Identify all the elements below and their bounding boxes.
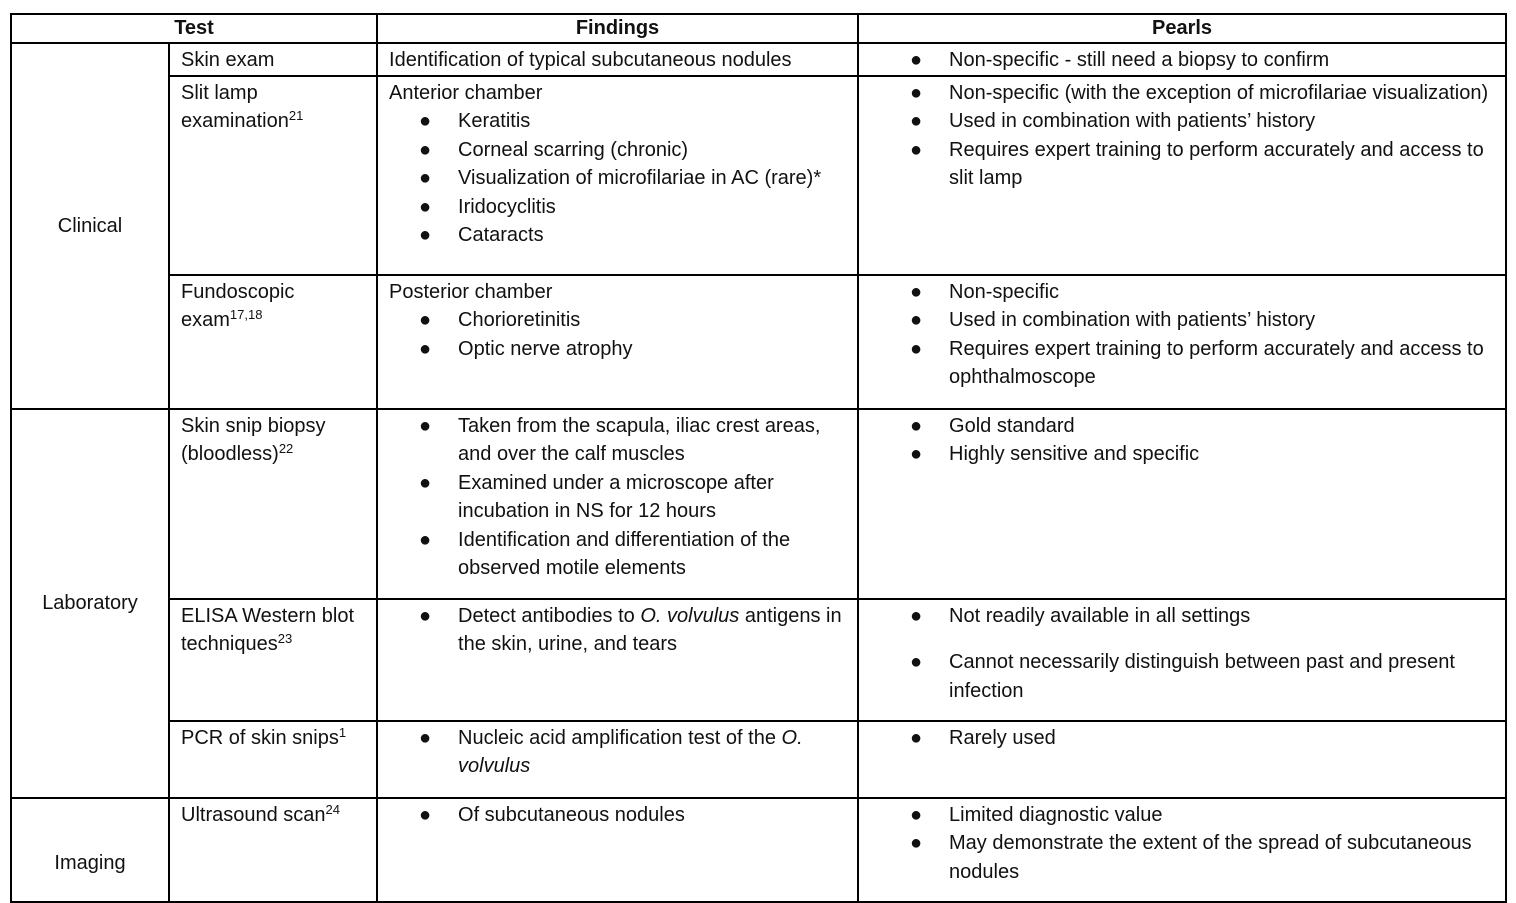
category-laboratory: Laboratory — [11, 409, 169, 798]
bullet-icon: ● — [910, 443, 923, 465]
diagnostic-tests-table — [10, 13, 1507, 903]
table-row — [11, 43, 1506, 76]
bullet-icon: ● — [419, 414, 432, 437]
pearl-item: ● Used in combination with patients’ history — [870, 107, 1505, 136]
finding-heading: Anterior chamber — [389, 81, 543, 104]
table-row — [11, 721, 1506, 798]
species-name: O. volvulus — [640, 604, 740, 627]
finding-item: ● Nucleic acid amplification test of the O. volvulus — [389, 724, 857, 781]
bullet-icon: ● — [419, 528, 432, 551]
bullet-icon: ● — [419, 337, 432, 360]
pearls-cell — [858, 599, 1506, 721]
bullet-icon: ● — [910, 651, 923, 673]
pearl-item: ● Non-specific - still need a biopsy to confirm — [870, 46, 1505, 75]
bullet-icon: ● — [419, 803, 432, 826]
bullet-icon: ● — [910, 832, 923, 854]
bullet-icon: ● — [910, 280, 923, 303]
pearls-cell — [858, 409, 1506, 599]
pearl-item: ● Limited diagnostic value — [870, 801, 1505, 830]
test-name: PCR of skin snips$^1$ — [169, 721, 377, 798]
finding-item: ● Chorioretinitis — [389, 306, 857, 335]
findings-cell — [377, 43, 858, 76]
pearl-item: ● Requires expert training to perform accurately and access to slit lamp — [870, 136, 1505, 193]
species-name: O. volvulus — [458, 726, 803, 777]
finding-item: ● Keratitis — [389, 107, 857, 136]
test-name: Skin exam — [169, 43, 377, 76]
finding-item: ● Iridocyclitis — [389, 193, 857, 222]
header-test: Test — [11, 14, 377, 43]
reference-superscript: 17,18 — [229, 307, 263, 322]
header-pearls: Pearls — [858, 14, 1506, 43]
bullet-icon: ● — [910, 337, 923, 360]
reference-superscript: 22 — [278, 441, 294, 456]
reference-superscript: 21 — [288, 108, 304, 123]
category-imaging: Imaging — [11, 798, 169, 902]
reference-superscript: 23 — [277, 631, 293, 646]
category-clinical: Clinical — [11, 43, 169, 409]
finding-item: ● Of subcutaneous nodules — [389, 801, 857, 830]
pearls-cell — [858, 721, 1506, 798]
pearls-cell — [858, 76, 1506, 275]
reference-superscript: 1 — [338, 724, 347, 740]
finding-item: ● Identification and differentiation of the observed motile elements — [389, 526, 857, 583]
bullet-icon: ● — [910, 414, 923, 437]
bullet-icon: ● — [910, 81, 923, 104]
test-name: Skin snip biopsy (bloodless)$^{22}$ — [169, 409, 377, 599]
bullet-icon: ● — [419, 138, 432, 161]
pearl-item: ● Rarely used — [870, 724, 1505, 753]
pearls-cell — [858, 798, 1506, 902]
bullet-icon: ● — [910, 138, 923, 161]
pearl-item: ● Gold standard — [870, 412, 1505, 441]
test-name: ELISA Western blot techniques$^{23}$ — [169, 599, 377, 721]
pearl-item: ● Non-specific (with the exception of microfilariae visualization) — [870, 79, 1505, 108]
findings-cell — [377, 275, 858, 409]
findings-cell — [377, 409, 858, 599]
reference-superscript: 24 — [325, 801, 340, 817]
finding-item: ● Cataracts — [389, 221, 857, 250]
bullet-icon: ● — [910, 49, 923, 71]
test-name: Slit lamp examination$^{21}$ — [169, 76, 377, 275]
bullet-icon: ● — [910, 604, 923, 627]
pearls-cell — [858, 275, 1506, 409]
pearl-item: ● Non-specific — [870, 278, 1505, 307]
table-row — [11, 599, 1506, 721]
table-row — [11, 275, 1506, 409]
pearl-item: ● Not readily available in all settings — [870, 602, 1505, 631]
bullet-icon: ● — [419, 309, 432, 331]
findings-cell — [377, 599, 858, 721]
findings-cell — [377, 76, 858, 275]
bullet-icon: ● — [910, 803, 923, 826]
bullet-icon: ● — [419, 167, 432, 189]
finding-item: ● Examined under a microscope after incubation in NS for 12 hours — [389, 469, 857, 526]
pearl-item: ● Used in combination with patients’ history — [870, 306, 1505, 335]
bullet-icon: ● — [419, 224, 432, 246]
pearl-item: ● May demonstrate the extent of the spread of subcutaneous nodules — [870, 829, 1505, 886]
bullet-icon: ● — [419, 110, 432, 132]
table-row — [11, 76, 1506, 275]
finding-item: ● Optic nerve atrophy — [389, 335, 857, 364]
findings-cell — [377, 798, 858, 902]
table-row — [11, 798, 1506, 902]
bullet-icon: ● — [910, 726, 923, 749]
bullet-icon: ● — [910, 309, 923, 331]
header-findings: Findings — [377, 14, 858, 43]
pearl-item: ● Cannot necessarily distinguish between past and present infection — [870, 648, 1505, 705]
pearl-item: ● Requires expert training to perform accurately and access to ophthalmoscope — [870, 335, 1505, 392]
finding-item: ● Visualization of microfilariae in AC (rare)* — [389, 164, 857, 193]
test-name: Fundoscopic exam$^{17,18}$ — [169, 275, 377, 409]
bullet-icon: ● — [419, 604, 432, 627]
finding-item: ● Corneal scarring (chronic) — [389, 136, 857, 165]
pearl-item: ● Highly sensitive and specific — [870, 440, 1505, 469]
bullet-icon: ● — [419, 195, 432, 218]
test-name: Ultrasound scan$^{24}$ — [169, 798, 377, 902]
header-row — [11, 14, 1506, 43]
finding-heading: Posterior chamber — [389, 280, 553, 303]
table-row — [11, 409, 1506, 599]
bullet-icon: ● — [419, 726, 432, 749]
pearls-cell — [858, 43, 1506, 76]
finding-item: ● Detect antibodies to O. volvulus antigens in the skin, urine, and tears — [389, 602, 857, 659]
finding-text: Identification of typical subcutaneous nodules — [389, 49, 792, 71]
bullet-icon: ● — [419, 471, 432, 494]
finding-item: ● Taken from the scapula, iliac crest areas, and over the calf muscles — [389, 412, 857, 469]
findings-cell — [377, 721, 858, 798]
bullet-icon: ● — [910, 110, 923, 132]
